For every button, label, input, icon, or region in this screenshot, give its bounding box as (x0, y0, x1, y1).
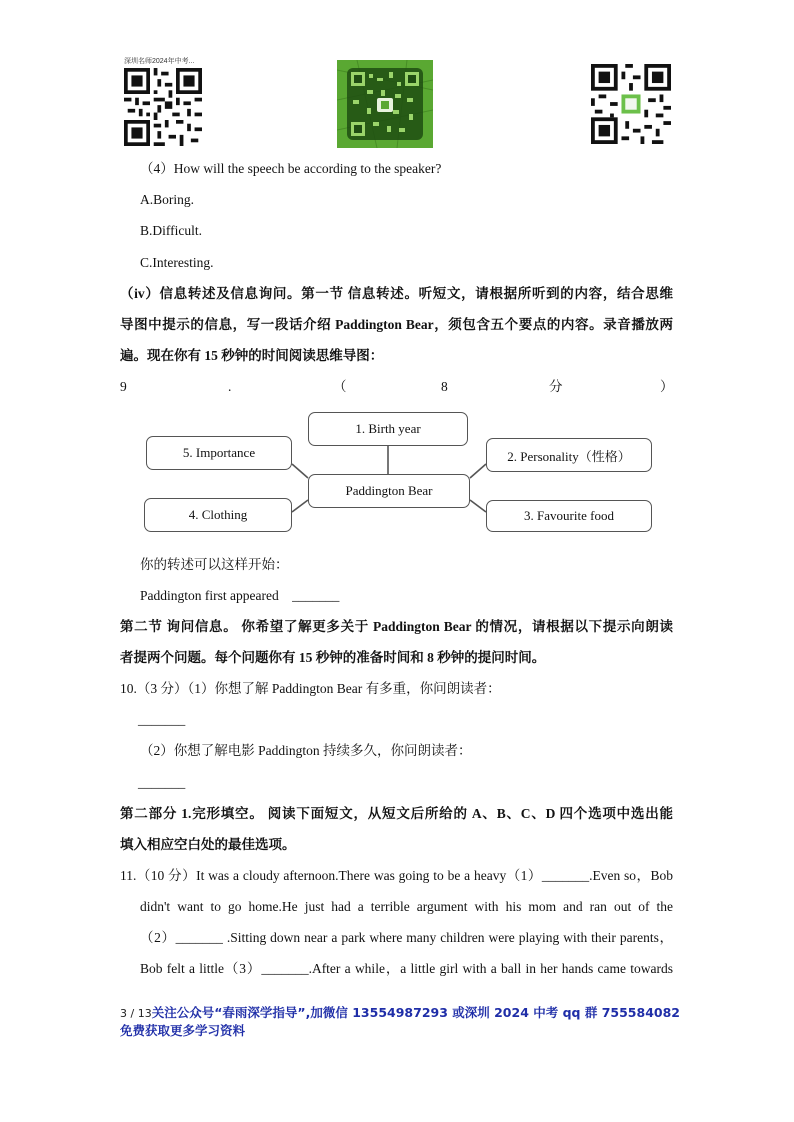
footer-line-2: 免费获取更多学习资料 (120, 1023, 246, 1038)
section-iv-line-2: 导图中提示的信息，写一段话介绍 Paddington Bear，须包含五个要点的内容。录音播放两 (120, 317, 673, 332)
footer-line-1 (120, 1004, 680, 1023)
mind-map-favourite-food: 3. Favourite food (486, 500, 652, 532)
qr-code-center (337, 60, 433, 148)
retell-hint: 你的转述可以这样开始： (140, 557, 289, 572)
footer-promo: 关注公众号“春雨深学指导”,加微信 13554987293 或深圳 2024 中考 qq 群 755584082 (151, 1005, 680, 1020)
mind-map-clothing: 4. Clothing (144, 498, 292, 532)
q9-dot: . (228, 379, 232, 394)
part2-line-2: 填入相应空白处的最佳选项。 (120, 837, 296, 852)
mind-map-importance: 5. Importance (146, 436, 292, 470)
mind-map (140, 408, 660, 538)
section2-line-2: 者提两个问题。每个问题你有 15 秒钟的准备时间和 8 秒钟的提问时间。 (120, 650, 546, 665)
qr-code-right (591, 64, 671, 144)
page-number: 3 / 13 (120, 1007, 152, 1020)
q11-line-4: Bob felt a little（3）_______.After a while，a little girl with a ball in her hands came towards (140, 961, 673, 976)
retell-start-text: Paddington first appeared (140, 588, 279, 603)
retell-start (140, 587, 339, 605)
q10-blank-2[interactable]: _______ (138, 775, 186, 790)
q9-number: 9 (120, 379, 127, 394)
mind-map-birth-year: 1. Birth year (308, 412, 468, 446)
qr-code-left (124, 58, 202, 146)
section-iv-line-3: 遍。现在你有 15 秒钟的时间阅读思维导图： (120, 348, 384, 363)
qr-left-caption: 深圳名师2024年中考... (124, 58, 195, 65)
q11-line-2: didn't want to go home.He just had a terrible argument with his mom and ran out of the (140, 899, 673, 914)
q10-line-1: 10.（3 分）（1）你想了解 Paddington Bear 有多重，你问朗读者： (120, 681, 501, 696)
mind-map-personality: 2. Personality（性格） (486, 438, 652, 472)
q9-close-paren: ） (660, 379, 674, 394)
q10-line-2: （2）你想了解电影 Paddington 持续多久，你问朗读者： (140, 743, 472, 758)
q4-option-a: A.Boring. (140, 192, 194, 207)
q4-question: （4）How will the speech be according to the speaker? (140, 161, 442, 176)
q11-line-1: 11.（10 分）It was a cloudy afternoon.There was going to be a heavy（1）_______.Even so，Bob (120, 868, 673, 883)
q9-open-paren: （ (333, 379, 347, 394)
retell-blank[interactable]: _______ (292, 588, 340, 603)
section-iv-line-1: （iv）信息转述及信息询问。第一节 信息转述。听短文，请根据所听到的内容，结合思维 (120, 286, 673, 301)
q9-score: 8 (441, 379, 448, 394)
section2-line-1: 第二节 询问信息。 你希望了解更多关于 Paddington Bear 的情况，请根据以下提示向朗读 (120, 619, 673, 634)
part2-line-1: 第二部分 1.完形填空。 阅读下面短文，从短文后所给的 A、B、C、D 四个选项中选出能 (120, 806, 673, 821)
q4-option-c: C.Interesting. (140, 255, 214, 270)
mind-map-center: Paddington Bear (308, 474, 470, 508)
q9-unit: 分 (549, 379, 563, 394)
q10-blank-1[interactable]: _______ (138, 712, 186, 727)
q11-line-3: （2）_______ .Sitting down near a park where many children were playing with their parents， (140, 930, 673, 945)
q4-option-b: B.Difficult. (140, 223, 202, 238)
